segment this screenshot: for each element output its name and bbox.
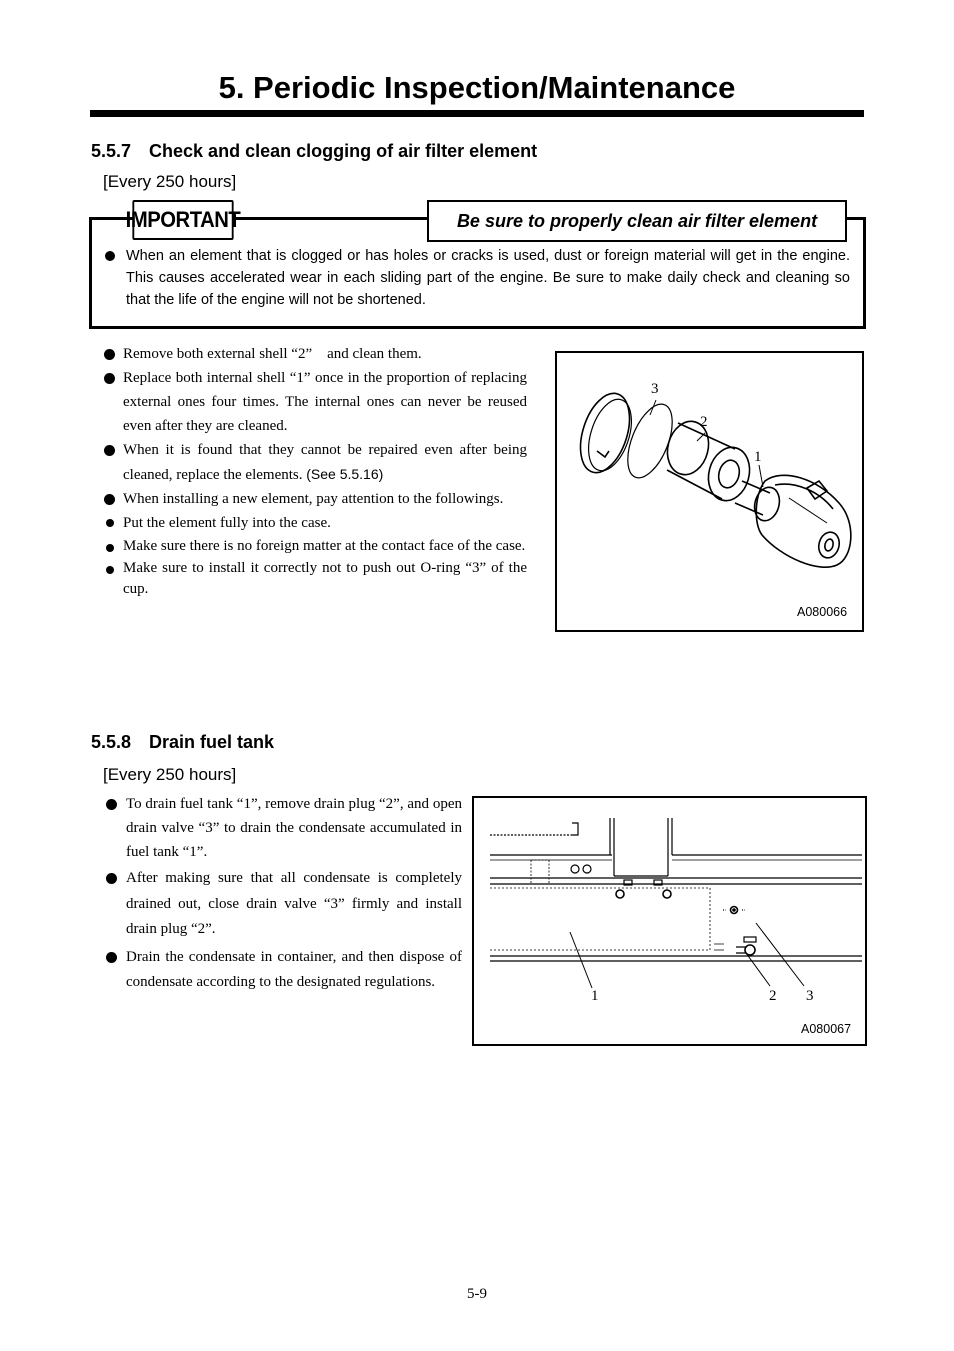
figure-code: A080066 bbox=[797, 605, 848, 619]
list-item bbox=[104, 366, 527, 438]
list-item bbox=[106, 945, 462, 996]
fuel-tank-figure bbox=[472, 796, 867, 1046]
page-title: 5. Periodic Inspection/Maintenance bbox=[218, 70, 736, 105]
air-filter-drawing bbox=[557, 353, 862, 630]
bullet-text: When installing a new element, pay attention to the followings. bbox=[123, 491, 504, 507]
bullet-text: After making sure that all condensate is completely drained out, close drain valve “3” firmly and install drain plug “2”. bbox=[126, 870, 462, 937]
bullet-icon bbox=[106, 952, 117, 963]
bullet-text: Make sure there is no foreign matter at the contact face of the case. bbox=[123, 538, 526, 554]
figure-callout: 2 bbox=[700, 414, 708, 430]
section-558-interval: [Every 250 hours] bbox=[103, 765, 237, 784]
important-banner: Be sure to properly clean air filter element bbox=[427, 200, 847, 242]
list-item bbox=[104, 511, 527, 535]
page-number: 5-9 bbox=[467, 1286, 487, 1302]
bullet-text: Drain the condensate in container, and then dispose of condensate according to the designated regulations. bbox=[126, 948, 462, 990]
fuel-tank-drawing bbox=[474, 798, 865, 1044]
section-557-bullet-list bbox=[104, 342, 527, 600]
important-text-block bbox=[105, 245, 850, 311]
bullet-text: Put the element fully into the case. bbox=[123, 515, 331, 531]
section-558-heading: 5.5.8 Drain fuel tank bbox=[91, 732, 275, 752]
list-item bbox=[104, 438, 527, 487]
bullet-icon bbox=[106, 799, 117, 810]
list-item bbox=[104, 342, 527, 366]
bullet-icon bbox=[104, 494, 115, 505]
important-badge: IMPORTANT bbox=[132, 200, 233, 240]
list-item bbox=[104, 536, 527, 557]
figure-callout: 3 bbox=[806, 988, 814, 1004]
figure-code: A080067 bbox=[801, 1022, 852, 1036]
bullet-icon bbox=[104, 445, 115, 456]
air-filter-figure bbox=[555, 351, 864, 632]
bullet-icon bbox=[106, 544, 114, 552]
bullet-icon bbox=[106, 519, 114, 527]
list-item bbox=[104, 487, 527, 511]
list-item bbox=[106, 866, 462, 943]
bullet-text: When it is found that they cannot be repaired even after being cleaned, replace the elements. bbox=[123, 442, 527, 483]
figure-callout: 1 bbox=[754, 449, 762, 465]
bullet-text: Make sure to install it correctly not to push out O-ring “3” of the cup. bbox=[123, 560, 527, 597]
bullet-icon bbox=[104, 349, 115, 360]
list-item bbox=[104, 558, 527, 600]
bullet-icon bbox=[105, 251, 115, 261]
section-557-heading: 5.5.7 Check and clean clogging of air filter element bbox=[91, 141, 538, 161]
see-reference: (See 5.5.16) bbox=[306, 466, 384, 482]
bullet-icon bbox=[104, 373, 115, 384]
bullet-text: Replace both internal shell “1” once in the proportion of replacing external ones four times. The internal ones can never be reused even after they are cleaned. bbox=[123, 370, 527, 434]
bullet-icon bbox=[106, 873, 117, 884]
bullet-text: To drain fuel tank “1”, remove drain plug “2”, and open drain valve “3” to drain the condensate accumulated in fuel tank “1”. bbox=[126, 796, 462, 860]
figure-callout: 1 bbox=[591, 988, 599, 1004]
list-item bbox=[106, 792, 462, 864]
bullet-text: Remove both external shell “2” and clean them. bbox=[123, 346, 422, 362]
section-557-interval: [Every 250 hours] bbox=[103, 172, 237, 191]
important-text: When an element that is clogged or has holes or cracks is used, dust or foreign material will get in the engine. This causes accelerated wear in each sliding part of the engine. Be sure to make daily check and cleaning so that the life of the engine will not be shortened. bbox=[126, 248, 850, 308]
figure-callout: 3 bbox=[651, 381, 659, 397]
bullet-icon bbox=[106, 566, 114, 574]
section-558-bullet-list bbox=[106, 792, 462, 998]
title-rule bbox=[90, 110, 864, 117]
figure-callout: 2 bbox=[769, 988, 777, 1004]
